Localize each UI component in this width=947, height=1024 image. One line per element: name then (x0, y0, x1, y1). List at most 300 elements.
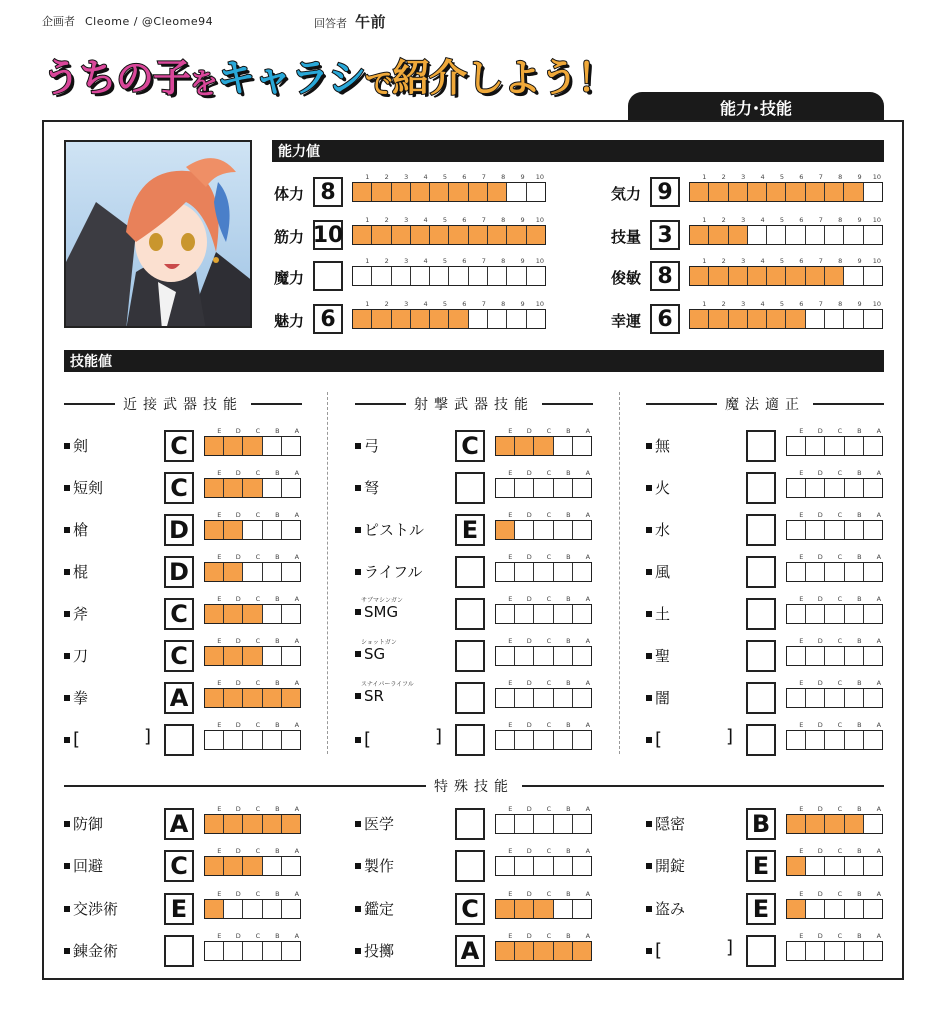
scale-tick: D (526, 469, 532, 477)
meter-cell (825, 521, 844, 539)
scale-tick: 4 (760, 300, 765, 308)
skill-name: 闇 (655, 689, 671, 707)
level-meter (495, 604, 592, 624)
scale-tick: D (235, 679, 241, 687)
meter-cell-filled (496, 900, 515, 918)
bullet (64, 485, 70, 491)
scale-tick: B (566, 890, 571, 898)
meter-cell (554, 647, 573, 665)
meter-cell (864, 267, 882, 285)
scale-tick: C (546, 679, 552, 687)
skill-rank-box (164, 724, 194, 756)
scale-tick: E (799, 469, 804, 477)
meter-scale (495, 595, 592, 604)
meter-cell (845, 605, 864, 623)
scale-tick: 5 (779, 216, 785, 224)
scale-tick: D (235, 890, 241, 898)
bullet (355, 609, 361, 615)
skill-rank-box (746, 556, 776, 588)
level-meter (786, 604, 883, 624)
scale-tick: B (275, 679, 280, 687)
bullet (355, 693, 361, 699)
meter-cell (844, 310, 863, 328)
meter-cell-filled (449, 183, 468, 201)
meter-scale (495, 553, 592, 562)
meter-scale (204, 511, 301, 520)
level-meter (495, 520, 592, 540)
level-meter (786, 646, 883, 666)
scale-tick: 8 (838, 173, 843, 181)
scale-tick: A (876, 637, 882, 645)
skill-name: 剣 (73, 437, 89, 455)
bullet (355, 906, 361, 912)
meter-cell (488, 267, 507, 285)
scale-tick: E (799, 847, 804, 855)
meter-cell (554, 857, 573, 875)
bullet (646, 863, 652, 869)
scale-tick: A (294, 932, 300, 940)
meter-cell-filled (806, 267, 825, 285)
scale-tick: B (566, 932, 571, 940)
bullet (355, 948, 361, 954)
scale-tick: B (857, 805, 862, 813)
meter-cell (806, 521, 825, 539)
meter-cell (806, 310, 825, 328)
scale-tick: E (217, 932, 222, 940)
scale-tick: D (526, 890, 532, 898)
skill-name: 棍 (73, 563, 89, 581)
scale-tick: A (585, 427, 591, 435)
scale-tick: E (217, 427, 222, 435)
meter-cell (864, 563, 882, 581)
scale-tick: E (217, 847, 222, 855)
ability-label: 俊敏 (611, 269, 642, 287)
meter-cell (845, 942, 864, 960)
meter-scale (689, 216, 883, 225)
level-meter (204, 814, 301, 834)
scale-tick: 5 (779, 300, 785, 308)
skill-name: ライフル (364, 563, 423, 581)
meter-cell-filled (806, 815, 825, 833)
scale-tick: 7 (818, 300, 823, 308)
scale-tick: D (235, 805, 241, 813)
meter-cell-filled (709, 310, 728, 328)
scale-tick: D (235, 469, 241, 477)
meter-cell (534, 563, 553, 581)
meter-cell-filled (282, 689, 300, 707)
meter-cell (496, 647, 515, 665)
meter-cell-filled (825, 267, 844, 285)
skill-rank-box: C (164, 472, 194, 504)
scale-tick: B (566, 553, 571, 561)
scale-tick: D (526, 847, 532, 855)
scale-tick: E (217, 805, 222, 813)
scale-tick: A (585, 805, 591, 813)
ability-label: 気力 (611, 185, 642, 203)
skill-name: 火 (655, 479, 671, 497)
scale-tick: E (508, 679, 513, 687)
scale-tick: E (799, 637, 804, 645)
ability-value-box: 8 (650, 261, 680, 291)
scale-tick: 9 (520, 216, 525, 224)
level-meter (204, 604, 301, 624)
level-meter (204, 436, 301, 456)
meter-cell-filled (729, 267, 748, 285)
bullet (355, 527, 361, 533)
column-divider (327, 392, 328, 754)
skill-rank-box: C (164, 598, 194, 630)
level-meter (786, 520, 883, 540)
meter-cell-filled (243, 479, 262, 497)
meter-cell (496, 605, 515, 623)
skill-label (355, 435, 379, 456)
scale-tick: 7 (818, 216, 823, 224)
meter-cell (282, 521, 300, 539)
bullet (646, 906, 652, 912)
meter-scale (689, 173, 883, 182)
meter-cell (845, 900, 864, 918)
meter-cell (825, 647, 844, 665)
meter-cell (825, 731, 844, 749)
blank-bracket: ] (726, 726, 734, 747)
meter-cell (282, 942, 300, 960)
meter-cell-filled (709, 226, 728, 244)
meter-cell-filled (554, 942, 573, 960)
respondent-value: 午前 (355, 13, 387, 31)
scale-tick: B (275, 469, 280, 477)
meter-cell-filled (372, 310, 391, 328)
bullet (355, 651, 361, 657)
scale-tick: C (546, 721, 552, 729)
meter-cell (534, 689, 553, 707)
scale-tick: C (255, 637, 261, 645)
scale-tick: A (876, 890, 882, 898)
scale-tick: 4 (760, 216, 765, 224)
scale-tick: E (508, 637, 513, 645)
skill-label (64, 603, 88, 624)
skill-column-title (64, 394, 302, 414)
scale-tick: 4 (423, 173, 428, 181)
meter-cell (864, 521, 882, 539)
scale-tick: 6 (799, 173, 804, 181)
rule-line (646, 403, 717, 405)
meter-cell (282, 731, 300, 749)
scale-tick: D (235, 637, 241, 645)
meter-cell-filled (748, 267, 767, 285)
meter-cell (554, 731, 573, 749)
meter-cell (515, 563, 534, 581)
meter-cell (573, 521, 591, 539)
scale-tick: E (508, 511, 513, 519)
scale-tick: C (546, 890, 552, 898)
level-meter (204, 646, 301, 666)
level-meter (204, 856, 301, 876)
skill-rank-box: C (164, 640, 194, 672)
skill-label (646, 435, 670, 456)
planner-label: 企画者 (42, 15, 75, 28)
meter-cell (845, 563, 864, 581)
level-meter (204, 478, 301, 498)
scale-tick: D (526, 553, 532, 561)
bullet (646, 485, 652, 491)
scale-tick: D (817, 890, 823, 898)
meter-cell-filled (411, 226, 430, 244)
scale-tick: 1 (365, 257, 370, 265)
section-tab: 能力･技能 (628, 92, 884, 122)
scale-tick: 10 (872, 173, 882, 181)
meter-cell-filled (748, 310, 767, 328)
scale-tick: B (857, 511, 862, 519)
scale-tick: 9 (857, 257, 862, 265)
meter-cell (845, 479, 864, 497)
meter-cell (845, 857, 864, 875)
skill-rank-box: D (164, 514, 194, 546)
meter-scale (204, 890, 301, 899)
scale-tick: B (566, 511, 571, 519)
scale-tick: D (526, 637, 532, 645)
meter-scale (495, 637, 592, 646)
scale-tick: C (837, 469, 843, 477)
meter-cell (864, 605, 882, 623)
scale-tick: A (585, 553, 591, 561)
scale-tick: A (294, 679, 300, 687)
scale-tick: A (585, 637, 591, 645)
blank-bracket: ] (726, 937, 734, 958)
scale-tick: E (508, 932, 513, 940)
meter-cell (282, 900, 300, 918)
scale-tick: E (799, 553, 804, 561)
scale-tick: A (294, 721, 300, 729)
meter-cell (573, 563, 591, 581)
level-meter (495, 730, 592, 750)
meter-cell (767, 226, 786, 244)
meter-cell-filled (845, 815, 864, 833)
scale-tick: D (817, 469, 823, 477)
scale-tick: 5 (442, 216, 448, 224)
scale-tick: B (857, 427, 862, 435)
meter-cell (864, 647, 882, 665)
scale-tick: D (817, 805, 823, 813)
skill-rank-box: C (164, 850, 194, 882)
skill-label (355, 729, 371, 750)
meter-cell-filled (507, 226, 526, 244)
scale-tick: E (799, 511, 804, 519)
scale-tick: D (817, 932, 823, 940)
ability-label: 体力 (274, 185, 305, 203)
meter-cell (806, 226, 825, 244)
meter-cell (224, 900, 243, 918)
level-meter (352, 266, 546, 286)
skill-name: 槍 (73, 521, 89, 539)
scale-tick: D (526, 511, 532, 519)
skill-label (64, 435, 88, 456)
scale-tick: 1 (702, 173, 707, 181)
scale-tick: D (817, 511, 823, 519)
special-skill-label (64, 855, 103, 876)
meter-cell-filled (709, 267, 728, 285)
bullet (64, 906, 70, 912)
scale-tick: 6 (462, 257, 467, 265)
scale-tick: E (508, 847, 513, 855)
skill-column-title (355, 394, 593, 414)
meter-scale (352, 173, 546, 182)
level-meter (495, 646, 592, 666)
bullet (64, 443, 70, 449)
special-skill-label (355, 940, 394, 961)
scale-tick: A (294, 890, 300, 898)
scale-tick: 2 (384, 257, 389, 265)
scale-tick: B (857, 721, 862, 729)
meter-cell (864, 479, 882, 497)
skill-rank-box: E (746, 850, 776, 882)
meter-cell (263, 731, 282, 749)
meter-cell (806, 857, 825, 875)
scale-tick: A (294, 847, 300, 855)
scale-tick: C (837, 721, 843, 729)
skill-rank-box (455, 472, 485, 504)
scale-tick: E (217, 595, 222, 603)
bullet (64, 863, 70, 869)
scale-tick: A (585, 595, 591, 603)
bullet (64, 569, 70, 575)
meter-scale (204, 679, 301, 688)
meter-cell (411, 267, 430, 285)
scale-tick: B (566, 805, 571, 813)
scale-tick: 8 (838, 300, 843, 308)
meter-cell (534, 647, 553, 665)
meter-scale (495, 721, 592, 730)
skills-header: 技能値 (64, 350, 884, 372)
scale-tick: C (255, 427, 261, 435)
meter-scale (495, 847, 592, 856)
scale-tick: 7 (818, 257, 823, 265)
skill-rank-box: E (164, 893, 194, 925)
meter-cell-filled (205, 437, 224, 455)
scale-tick: 10 (872, 300, 882, 308)
special-skill-label (64, 813, 103, 834)
meter-cell-filled (263, 815, 282, 833)
scale-tick: C (546, 427, 552, 435)
skill-name: 医学 (364, 815, 395, 833)
scale-tick: B (275, 595, 280, 603)
meter-cell-filled (449, 310, 468, 328)
scale-tick: 2 (721, 257, 726, 265)
meter-cell (845, 689, 864, 707)
scale-tick: B (275, 511, 280, 519)
scale-tick: A (294, 595, 300, 603)
meter-cell (787, 437, 806, 455)
meter-scale (689, 300, 883, 309)
meter-cell-filled (496, 437, 515, 455)
title-part: うちの子 (42, 56, 191, 100)
scale-tick: D (235, 553, 241, 561)
scale-tick: 3 (741, 173, 746, 181)
scale-tick: D (235, 847, 241, 855)
scale-tick: 3 (741, 216, 746, 224)
skill-label (355, 645, 385, 663)
meter-cell (864, 815, 882, 833)
title-part: キャラシ (217, 56, 366, 100)
rule-line (813, 403, 884, 405)
meter-cell-filled (515, 942, 534, 960)
meter-cell (534, 857, 553, 875)
skill-name: 錬金術 (73, 942, 119, 960)
scale-tick: E (799, 805, 804, 813)
meter-cell (825, 563, 844, 581)
meter-cell (864, 310, 882, 328)
skill-column-title (646, 394, 884, 414)
scale-tick: E (508, 553, 513, 561)
scale-tick: 10 (872, 257, 882, 265)
skill-rank-box: A (455, 935, 485, 967)
meter-cell (282, 857, 300, 875)
scale-tick: B (857, 637, 862, 645)
skill-label (646, 729, 662, 750)
meter-cell (243, 731, 262, 749)
scale-tick: C (546, 932, 552, 940)
skill-name: 風 (655, 563, 671, 581)
scale-tick: 2 (721, 300, 726, 308)
scale-tick: E (217, 679, 222, 687)
meter-cell (864, 689, 882, 707)
meter-cell (534, 479, 553, 497)
meter-cell (372, 267, 391, 285)
scale-tick: C (837, 679, 843, 687)
meter-cell-filled (449, 226, 468, 244)
meter-cell (573, 647, 591, 665)
scale-tick: 5 (442, 257, 448, 265)
meter-cell (224, 731, 243, 749)
skill-name: 回避 (73, 857, 104, 875)
scale-tick: E (508, 427, 513, 435)
scale-tick: D (817, 679, 823, 687)
scale-tick: D (526, 932, 532, 940)
skill-name: SG (364, 645, 386, 663)
meter-scale (204, 721, 301, 730)
meter-cell (825, 437, 844, 455)
meter-cell (844, 226, 863, 244)
bullet (355, 485, 361, 491)
scale-tick: A (876, 427, 882, 435)
skill-rank-box (455, 808, 485, 840)
scale-tick: D (526, 805, 532, 813)
meter-cell-filled (243, 689, 262, 707)
meter-cell (554, 563, 573, 581)
scale-tick: C (255, 847, 261, 855)
planner-info (42, 13, 213, 29)
scale-tick: 9 (520, 300, 525, 308)
meter-cell-filled (534, 900, 553, 918)
scale-tick: D (235, 932, 241, 940)
meter-scale (204, 805, 301, 814)
meter-cell (787, 647, 806, 665)
meter-cell (263, 605, 282, 623)
scale-tick: C (837, 427, 843, 435)
rule-line (522, 785, 884, 787)
meter-cell-filled (392, 310, 411, 328)
meter-cell (282, 479, 300, 497)
meter-cell (864, 226, 882, 244)
scale-tick: 8 (838, 257, 843, 265)
scale-tick: 2 (384, 300, 389, 308)
meter-cell-filled (515, 437, 534, 455)
level-meter (786, 436, 883, 456)
skill-name: 斧 (73, 605, 89, 623)
special-skill-label (355, 855, 394, 876)
meter-cell (864, 731, 882, 749)
meter-cell (864, 942, 882, 960)
level-meter (689, 182, 883, 202)
